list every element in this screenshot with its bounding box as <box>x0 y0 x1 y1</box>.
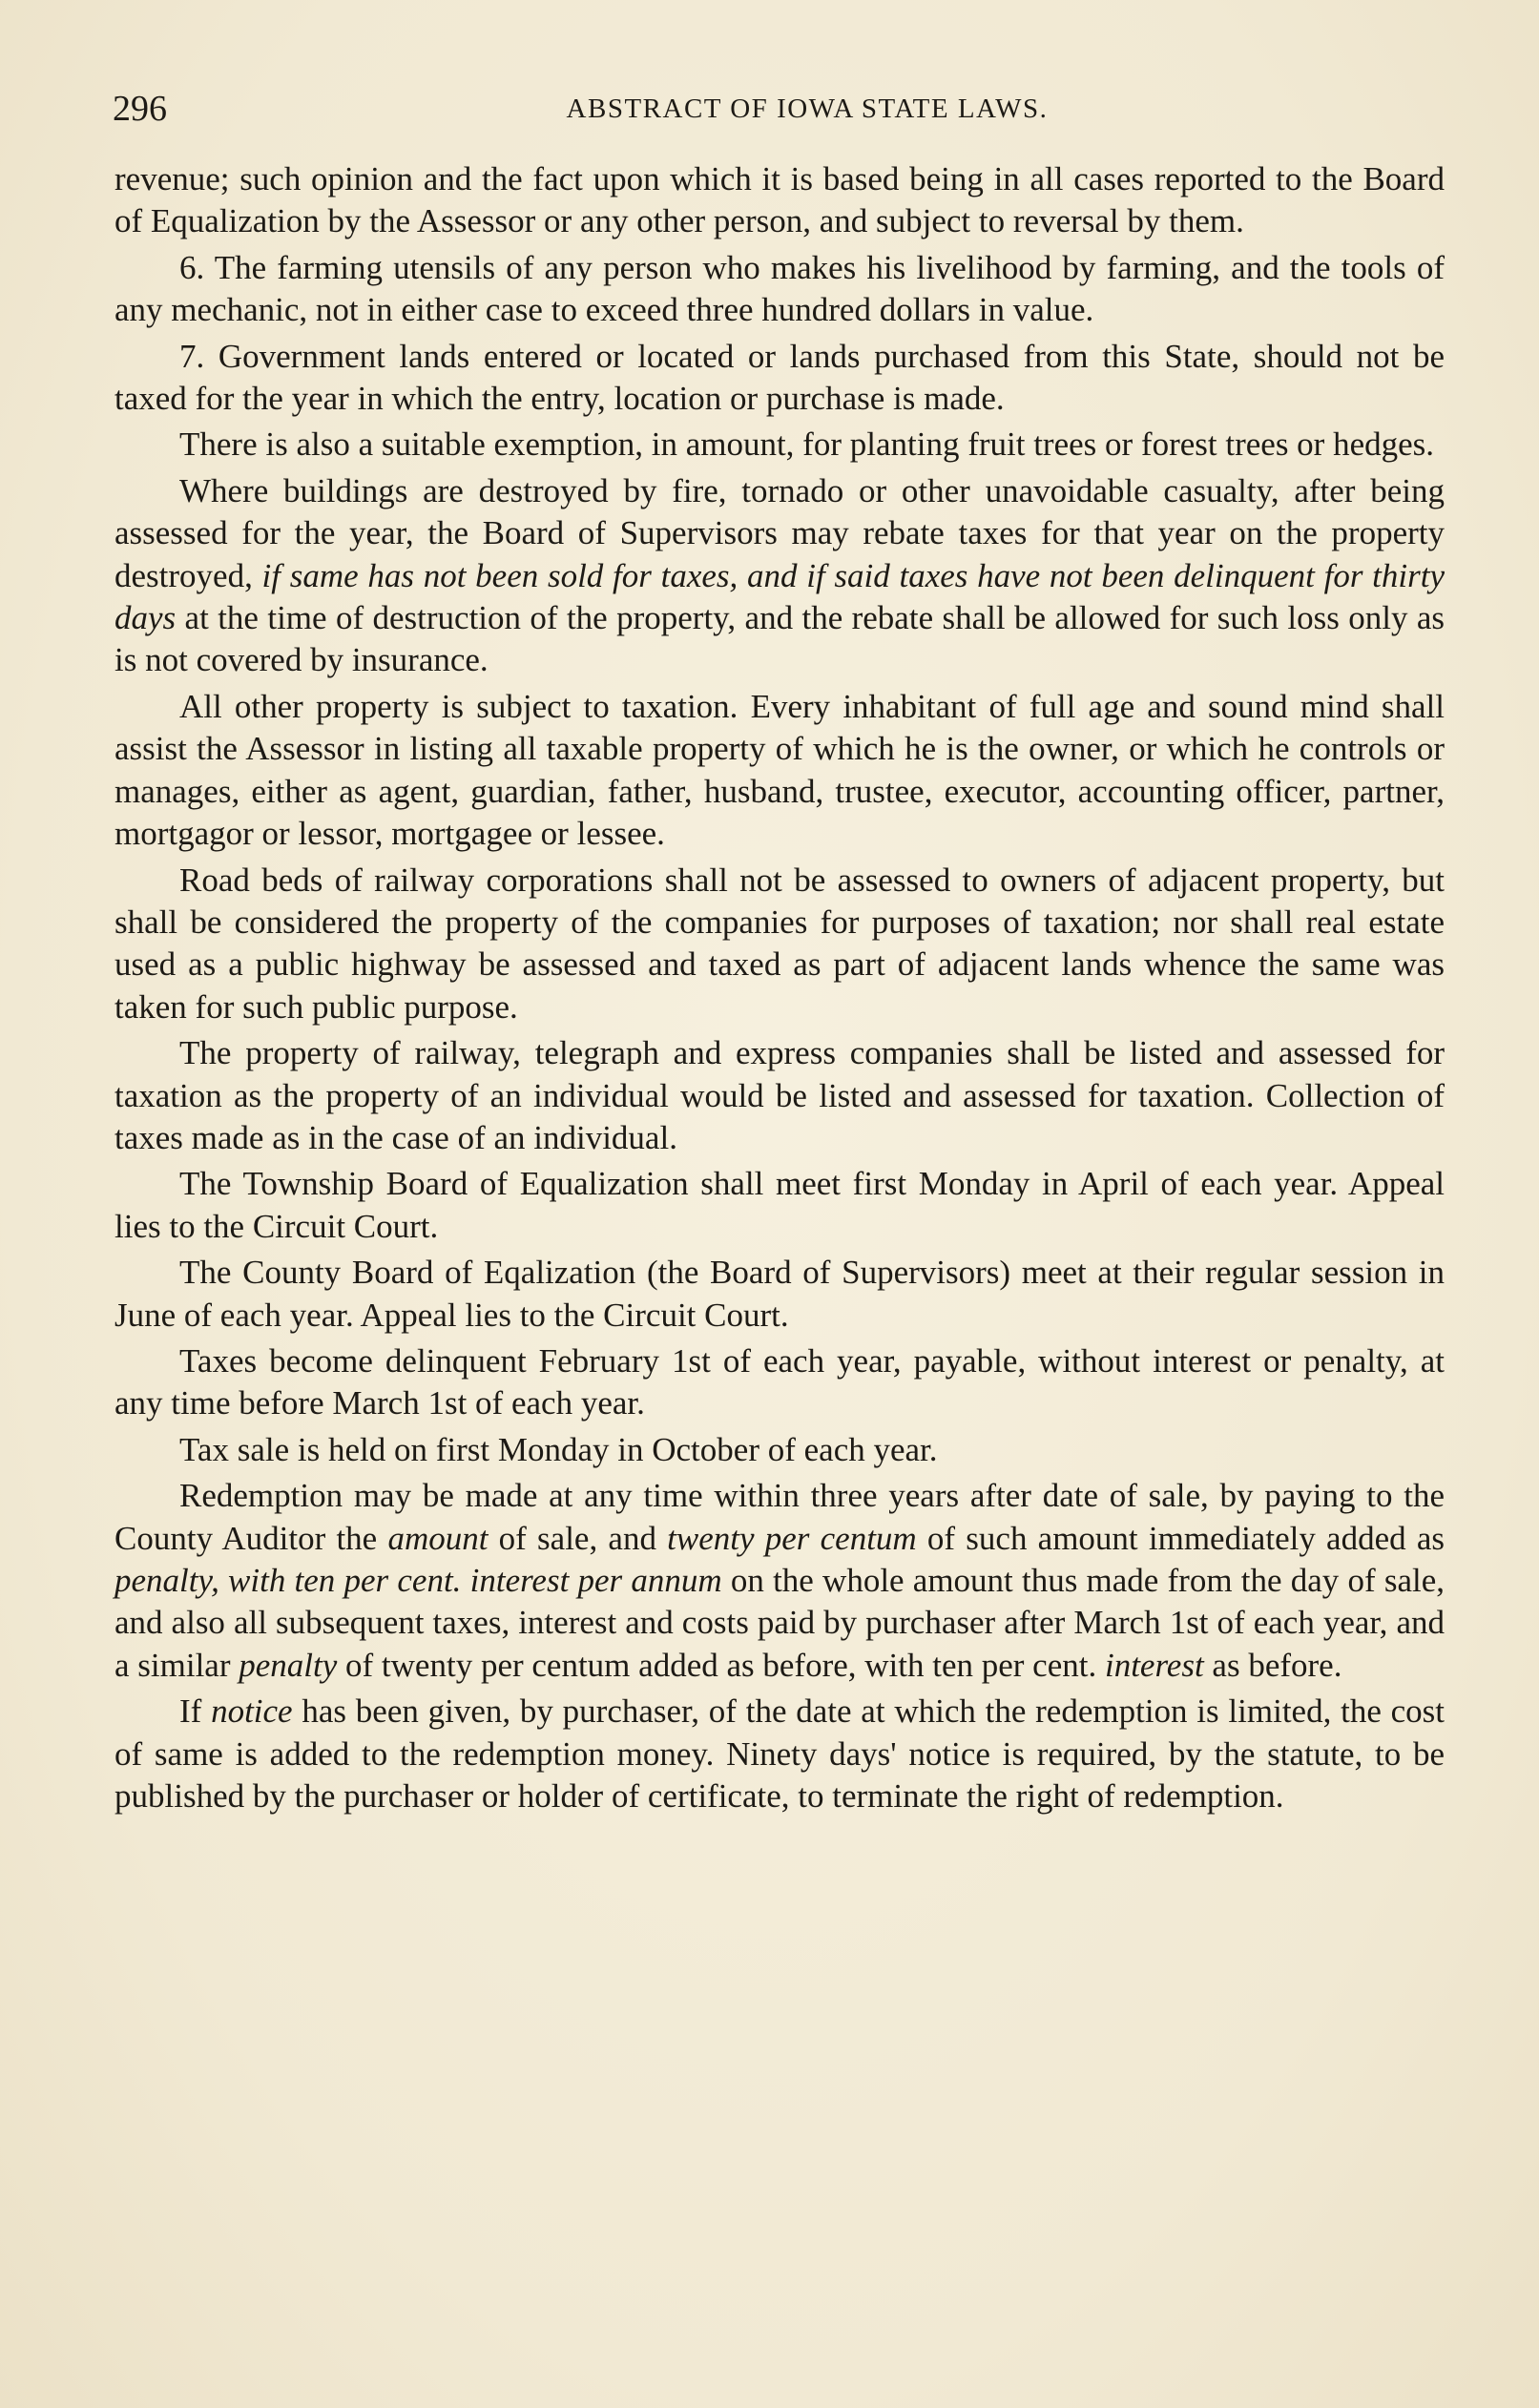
running-head: ABSTRACT OF IOWA STATE LAWS. <box>566 93 1049 124</box>
italic-text: twenty per centum <box>667 1519 917 1557</box>
page-header <box>113 80 1445 137</box>
paragraph-road-beds <box>114 860 1445 1029</box>
text-run: The County Board of Eqalization (the Board of Supervisors) meet at their regular session in June of each year. Appeal lies to the Circuit Court. <box>114 1254 1445 1334</box>
text-run: of sale, and <box>488 1519 668 1557</box>
paragraph-continuation <box>114 158 1445 243</box>
text-run: Redemption may be made at any time within three years after date of sale, by paying to the County Auditor the <box>114 1477 1445 1557</box>
paragraph-other-property <box>114 686 1445 856</box>
italic-text: amount <box>387 1519 489 1557</box>
text-run: The property of railway, telegraph and express companies shall be listed and assessed for taxation as the property of an individual would be listed and assessed for taxation. Collection of taxes made as in the case of an individual. <box>114 1034 1445 1156</box>
paragraph-item-7 <box>114 336 1445 421</box>
text-run <box>738 557 747 594</box>
text-run: 6. The farming utensils of any person who makes his livelihood by farming, and the tools of any mechanic, not in either case to exceed three hundred dollars in value. <box>114 248 1445 329</box>
text-run: Road beds of railway corporations shall not be assessed to owners of adjacent property, but shall be considered the property of the companies for purposes of taxation; nor shall real estate used as a public highway be assessed and taxed as part of adjacent lands whence the same was taken for such public purpose. <box>114 861 1445 1026</box>
body-text <box>114 158 1445 1821</box>
italic-text: and if said taxes have not been delinquent for thirty days <box>114 556 1445 637</box>
italic-text: penalty, with ten per cent. interest per annum <box>114 1562 722 1599</box>
text-run: Tax sale is held on first Monday in October of each year. <box>179 1430 938 1468</box>
text-run: on the whole amount thus made from the day of sale, and also all subsequent taxes, interest and costs paid by purchaser after March 1st of each year, and a similar <box>114 1562 1445 1684</box>
text-run: at the time of destruction of the property, and the rebate shall be allowed for such loss only as is not covered by insurance. <box>114 599 1445 679</box>
text-run: revenue; such opinion and the fact upon which it is based being in all cases reported to the Board of Equalization by the Assessor or any other person, and subject to reversal by them. <box>114 160 1445 240</box>
page-number: 296 <box>113 89 167 129</box>
paragraph-fruit-trees <box>114 424 1445 466</box>
italic-text: if same has not been sold for taxes, <box>261 556 738 594</box>
paragraph-county-board <box>114 1252 1445 1337</box>
paragraph-redemption <box>114 1475 1445 1687</box>
italic-text: penalty <box>239 1646 338 1684</box>
text-run: There is also a suitable exemption, in amount, for planting fruit trees or forest trees or hedges. <box>179 426 1435 464</box>
italic-text: notice <box>211 1692 293 1731</box>
text-run: All other property is subject to taxation. Every inhabitant of full age and sound mind shall assist the Assessor in listing all taxable property of which he is the owner, or which he controls or manages, either as agent, guardian, father, husband, trustee, executor, accounting officer, partner, mortgagor or lessor, mortgagee or lessee. <box>114 687 1445 853</box>
text-run: Where buildings are destroyed by fire, tornado or other unavoidable casualty, after being assessed for the year, the Board of Supervisors may rebate taxes for that year on the property destroyed, <box>114 471 1445 594</box>
paragraph-delinquent <box>114 1340 1445 1425</box>
paragraph-tax-sale <box>114 1429 1445 1471</box>
text-run: of such amount immediately added as <box>916 1519 1445 1557</box>
text-run: The Township Board of Equalization shall meet first Monday in April of each year. Appeal lies to the Circuit Court. <box>114 1165 1445 1245</box>
text-run: If <box>179 1692 212 1731</box>
italic-text: interest <box>1104 1646 1204 1684</box>
paragraph-item-6 <box>114 247 1445 332</box>
text-run: 7. Government lands entered or located or lands purchased from this State, should not be taxed for the year in which the entry, location or purchase is made. <box>114 337 1445 418</box>
text-run: Taxes become delinquent February 1st of each year, payable, without interest or penalty, at any time before March 1st of each year. <box>114 1341 1445 1422</box>
paragraph-destroyed-buildings <box>114 470 1445 682</box>
paragraph-railway-property <box>114 1032 1445 1159</box>
paragraph-township-board <box>114 1163 1445 1248</box>
paragraph-notice <box>114 1691 1445 1817</box>
text-run: as before. <box>1203 1646 1342 1684</box>
text-run: has been given, by purchaser, of the date at which the redemption is limited, the cost of same is added to the redemption money. Ninety days' notice is required, by the statute, to be published by the purchaser or holder of certificate, to terminate the right of redemption. <box>114 1692 1445 1816</box>
text-run: of twenty per centum added as before, with ten per cent. <box>337 1646 1105 1684</box>
